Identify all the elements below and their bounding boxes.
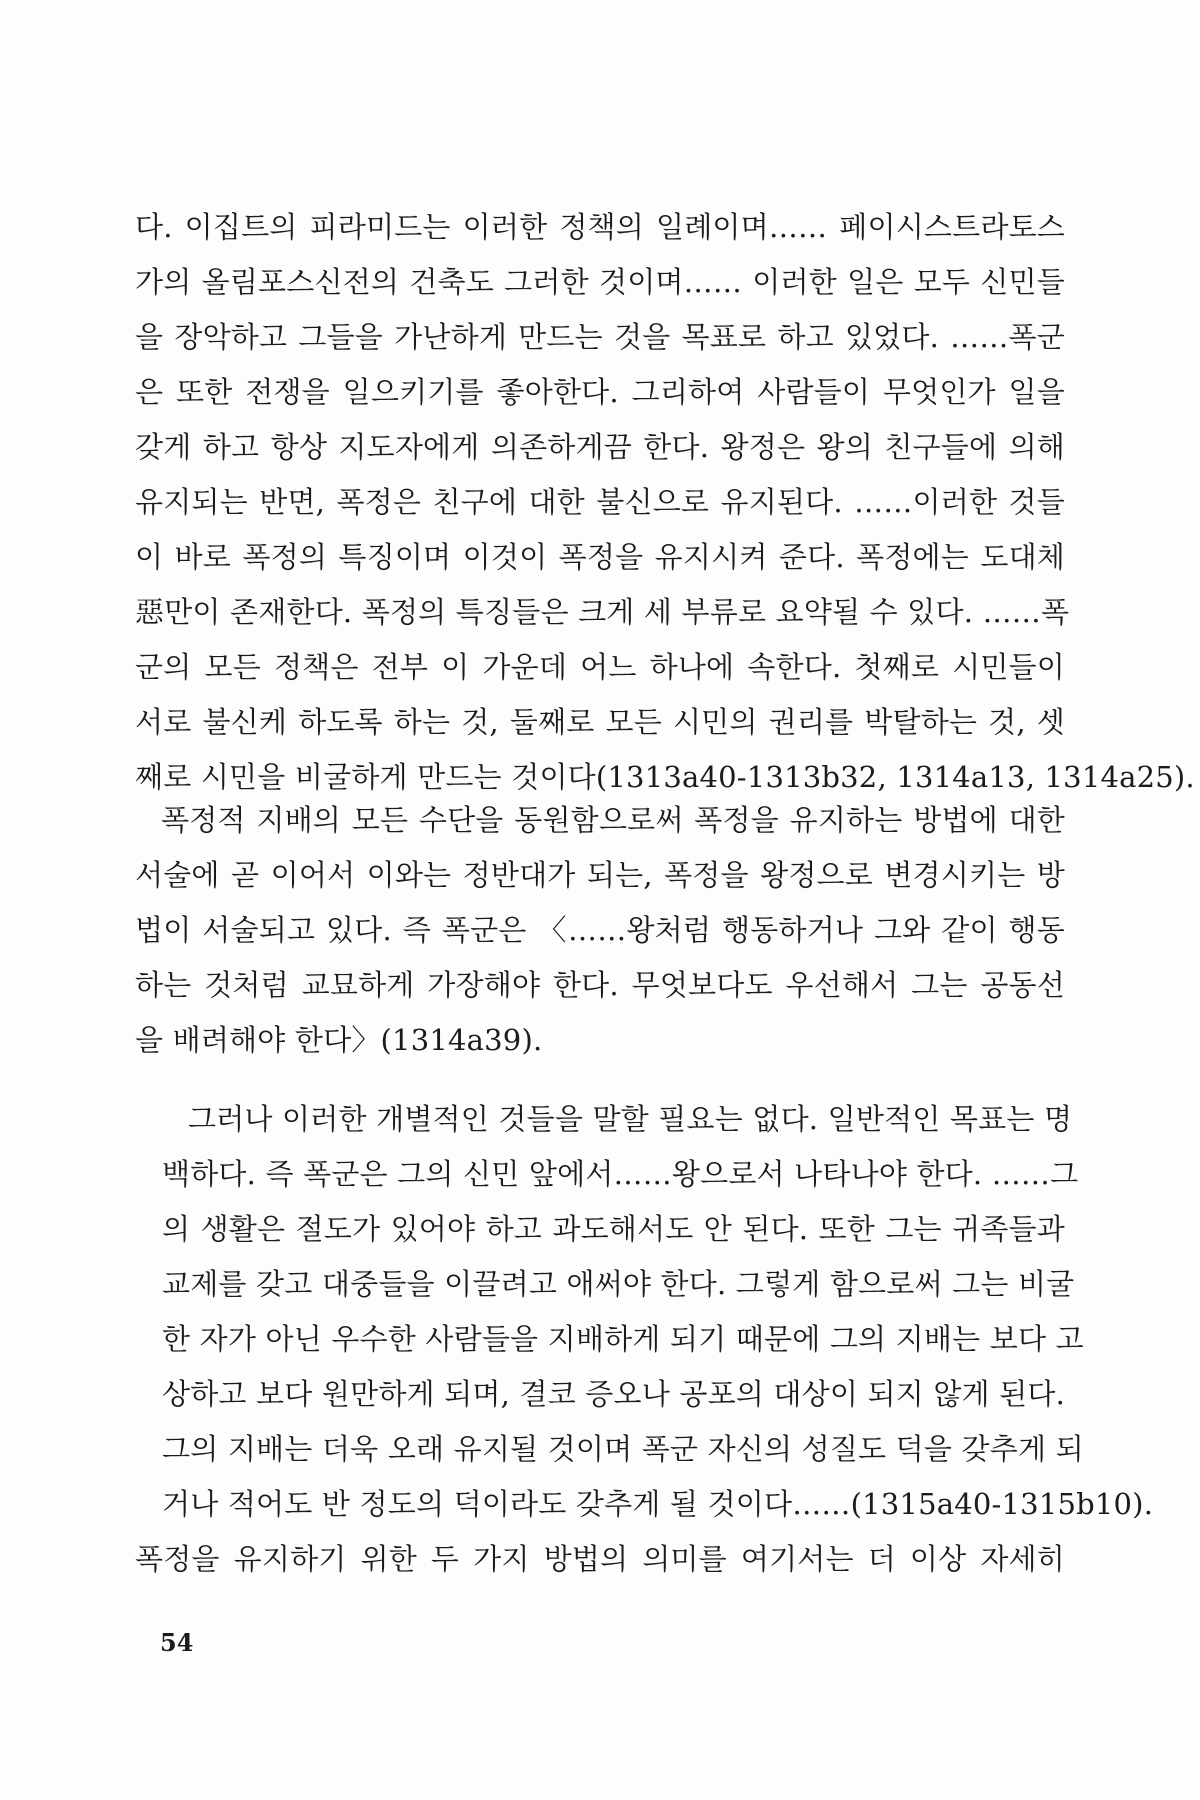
text-line: 폭정을 유지하기 위한 두 가지 방법의 의미를 여기서는 더 이상 자세히 xyxy=(135,1542,1065,1576)
text-line: 가의 올림포스신전의 건축도 그러한 것이며…… 이러한 일은 모두 신민들 xyxy=(135,265,1065,299)
text-line: 의 생활은 절도가 있어야 하고 과도해서도 안 된다. 또한 그는 귀족들과 xyxy=(162,1212,1065,1246)
text-line: 이 바로 폭정의 특징이며 이것이 폭정을 유지시켜 준다. 폭정에는 도대체 xyxy=(135,540,1065,574)
text-line: 상하고 보다 원만하게 되며, 결코 증오나 공포의 대상이 되지 않게 된다. xyxy=(162,1377,1066,1411)
text-line: 째로 시민을 비굴하게 만드는 것이다(1313a40-1313b32, 1314a13, 1314a25). xyxy=(135,760,1195,794)
text-line: 거나 적어도 반 정도의 덕이라도 갖추게 될 것이다……(1315a40-1315b10). xyxy=(162,1487,1154,1521)
text-line: 그러나 이러한 개별적인 것들을 말할 필요는 없다. 일반적인 목표는 명 xyxy=(188,1102,1073,1136)
text-line: 한 자가 아닌 우수한 사람들을 지배하게 되기 때문에 그의 지배는 보다 고 xyxy=(162,1322,1084,1356)
quoted-passage-1 xyxy=(135,200,1195,805)
text-line: 군의 모든 정책은 전부 이 가운데 어느 하나에 속한다. 첫째로 시민들이 xyxy=(135,650,1065,684)
text-line: 그의 지배는 더욱 오래 유지될 것이며 폭군 자신의 성질도 덕을 갖추게 되 xyxy=(162,1432,1084,1466)
body-paragraph-1 xyxy=(135,793,1065,1068)
page-number: 54 xyxy=(160,1628,194,1657)
text-line: 惡만이 존재한다. 폭정의 특징들은 크게 세 부류로 요약될 수 있다. ……폭 xyxy=(135,595,1070,629)
text-line: 유지되는 반면, 폭정은 친구에 대한 불신으로 유지된다. ……이러한 것들 xyxy=(135,485,1065,519)
text-line: 교제를 갖고 대중들을 이끌려고 애써야 한다. 그렇게 함으로써 그는 비굴 xyxy=(162,1267,1075,1301)
text-line: 폭정적 지배의 모든 수단을 동원함으로써 폭정을 유지하는 방법에 대한 xyxy=(161,803,1065,837)
quoted-passage-2 xyxy=(162,1092,1154,1532)
text-line: 은 또한 전쟁을 일으키기를 좋아한다. 그리하여 사람들이 무엇인가 일을 xyxy=(135,375,1065,409)
text-line: 하는 것처럼 교묘하게 가장해야 한다. 무엇보다도 우선해서 그는 공동선 xyxy=(135,968,1065,1002)
text-line: 법이 서술되고 있다. 즉 폭군은 〈……왕처럼 행동하거나 그와 같이 행동 xyxy=(135,913,1065,947)
text-line: 서술에 곧 이어서 이와는 정반대가 되는, 폭정을 왕정으로 변경시키는 방 xyxy=(135,858,1065,892)
text-line: 서로 불신케 하도록 하는 것, 둘째로 모든 시민의 권리를 박탈하는 것, 셋 xyxy=(135,705,1065,739)
text-line: 을 장악하고 그들을 가난하게 만드는 것을 목표로 하고 있었다. ……폭군 xyxy=(135,320,1065,354)
text-line: 을 배려해야 한다〉(1314a39). xyxy=(135,1023,543,1057)
text-line: 갖게 하고 항상 지도자에게 의존하게끔 한다. 왕정은 왕의 친구들에 의해 xyxy=(135,430,1065,464)
text-line: 다. 이집트의 피라미드는 이러한 정책의 일례이며…… 페이시스트라토스 xyxy=(135,210,1065,244)
text-line: 백하다. 즉 폭군은 그의 신민 앞에서……왕으로서 나타나야 한다. ……그 xyxy=(162,1157,1079,1191)
body-paragraph-2 xyxy=(135,1532,1065,1587)
